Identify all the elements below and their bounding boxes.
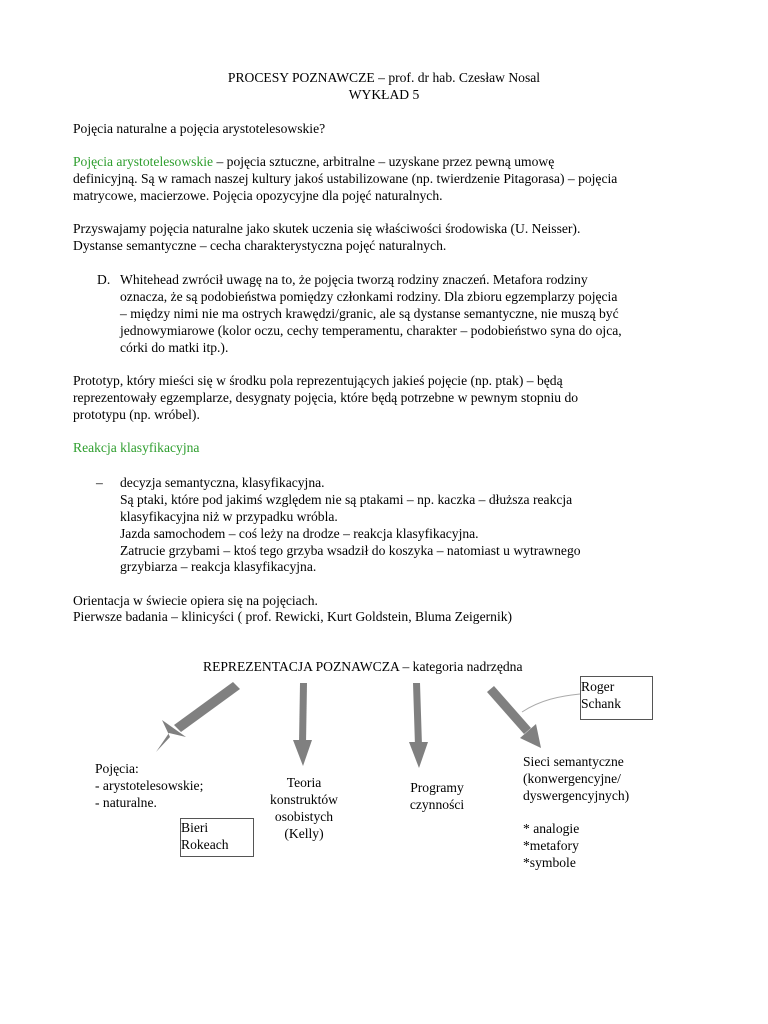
classification-line-2: Są ptaki, które pod jakimś względem nie są ptakami – np. kaczka – dłuższa reakcja xyxy=(120,492,573,507)
classification-heading: Reakcja klasyfikacyjna xyxy=(73,440,200,455)
networks-bullet-1: * analogie xyxy=(523,821,580,836)
natural-line-2: Dystanse semantyczne – cecha charakterystyczna pojęć naturalnych. xyxy=(73,238,447,253)
classification-line-4: Jazda samochodem – coś leży na drodze – reakcja klasyfikacyjna. xyxy=(120,526,479,541)
whitehead-line-3: – między nimi nie ma ostrych krawędzi/granic, ale są dystanse semantyczne, nie muszą być xyxy=(120,306,619,321)
concepts-line-2: - arystotelesowskie; xyxy=(95,778,204,793)
prototype-line-2: reprezentowały egzemplarze, desygnaty pojęcia, które będą potrzebne w pewnym stopniu do xyxy=(73,390,579,405)
schank-line-1: Roger xyxy=(581,679,615,694)
classification-line-6: grzybiarza – reakcja klasyfikacyjna. xyxy=(120,559,317,574)
prototype-line-3: prototypu (np. wróbel). xyxy=(73,407,200,422)
kelly-line-3: osobistych xyxy=(274,809,334,824)
classification-line-5: Zatrucie grzybami – ktoś tego grzyba wsadził do koszyka – natomiast u wytrawnego xyxy=(120,543,581,558)
arrow-to-kelly xyxy=(293,683,312,766)
whitehead-marker: D. xyxy=(97,272,111,287)
arrow-to-concepts xyxy=(156,682,240,752)
concepts-line-1: Pojęcia: xyxy=(95,761,139,776)
rokeach-line-2: Rokeach xyxy=(181,837,229,852)
arrow-to-networks xyxy=(487,686,541,748)
diagram-root-label: REPREZENTACJA POZNAWCZA – kategoria nadrzędna xyxy=(203,659,523,674)
orientation-line-1: Orientacja w świecie opiera się na pojęciach. xyxy=(73,593,318,608)
arrow-to-programs xyxy=(409,683,428,768)
arist-line-2: definicyjną. Są w ramach naszej kultury jakoś ustabilizowane (np. twierdzenie Pitagorasa) – pojęcia xyxy=(73,171,618,186)
programs-line-2: czynności xyxy=(409,797,465,812)
classification-marker: – xyxy=(96,475,103,490)
networks-bullet-2: *metafory xyxy=(523,838,579,853)
networks-line-1: Sieci semantyczne xyxy=(523,754,624,769)
networks-line-2: (konwergencyjne/ xyxy=(523,771,621,786)
classification-line-3: klasyfikacyjna niż w przypadku wróbla. xyxy=(120,509,338,524)
arist-term: Pojęcia arystotelesowskie xyxy=(73,154,214,169)
arist-line-1-rest: – pojęcia sztuczne, arbitralne – uzyskane przez pewną umowę xyxy=(213,154,555,169)
whitehead-line-5: córki do matki itp.). xyxy=(120,340,229,355)
kelly-line-4: (Kelly) xyxy=(284,826,324,841)
page-title: PROCESY POZNAWCZE – prof. dr hab. Czesław Nosal xyxy=(227,70,541,85)
page-subtitle: WYKŁAD 5 xyxy=(348,87,420,102)
arist-line-3: matrycowe, macierzowe. Pojęcia opozycyjne dla pojęć naturalnych. xyxy=(73,188,443,203)
networks-bullet-3: *symbole xyxy=(523,855,576,870)
whitehead-line-1: Whitehead zwrócił uwagę na to, że pojęcia tworzą rodziny znaczeń. Metafora rodziny xyxy=(120,272,588,287)
schank-line-2: Schank xyxy=(581,696,622,711)
kelly-line-1: Teoria xyxy=(286,775,322,790)
kelly-line-2: konstruktów xyxy=(270,792,338,807)
natural-line-1: Przyswajamy pojęcia naturalne jako skutek uczenia się właściwości środowiska (U. Neisser). xyxy=(73,221,581,236)
concepts-line-3: - naturalne. xyxy=(95,795,157,810)
programs-line-1: Programy xyxy=(410,780,464,795)
question-line: Pojęcia naturalne a pojęcia arystotelesowskie? xyxy=(73,121,326,136)
prototype-line-1: Prototyp, który mieści się w środku pola reprezentujących jakieś pojęcie (np. ptak) – będą xyxy=(73,373,563,388)
networks-line-3: dyswergencyjnych) xyxy=(523,788,630,803)
classification-line-1: decyzja semantyczna, klasyfikacyjna. xyxy=(120,475,325,490)
rokeach-line-1: Bieri xyxy=(181,820,209,835)
schank-connector xyxy=(522,694,580,712)
orientation-line-2: Pierwsze badania – klinicyści ( prof. Rewicki, Kurt Goldstein, Bluma Zeigernik) xyxy=(73,609,513,624)
whitehead-line-2: oznacza, że są podobieństwa pomiędzy członkami rodziny. Dla zbioru egzemplarzy pojęcia xyxy=(120,289,618,304)
whitehead-line-4: jednowymiarowe (kolor oczu, cechy temperamentu, charakter – podobieństwo syna do ojca, xyxy=(120,323,622,338)
